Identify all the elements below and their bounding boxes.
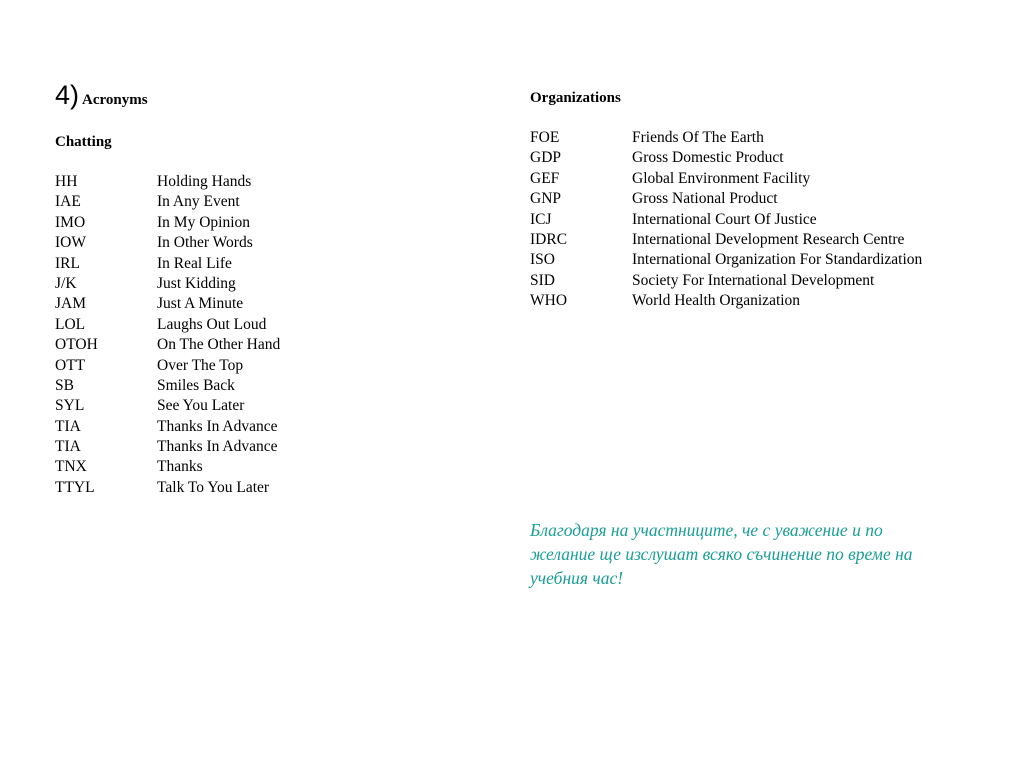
acronym-meaning: Talk To You Later <box>157 478 270 496</box>
acronym-abbr: TIA <box>55 438 81 456</box>
acronym-abbr: TIA <box>55 417 81 435</box>
acronym-abbr: HH <box>55 173 78 190</box>
acronym-meaning: Thanks In Advance <box>157 417 278 435</box>
acronym-abbr: OTOH <box>55 336 98 354</box>
acronym-abbr: IMO <box>55 213 86 231</box>
acronym-abbr: GDP <box>530 149 562 167</box>
acronym-meaning: On The Other Hand <box>157 336 281 354</box>
acronym-meaning: Laughs Out Loud <box>157 315 267 333</box>
acronym-abbr: TNX <box>55 458 87 476</box>
acronym-meaning: Gross National Product <box>632 190 778 208</box>
acronym-meaning: Thanks <box>157 458 203 476</box>
acronym-abbr: GEF <box>530 169 560 187</box>
acronym-meaning: Gross Domestic Product <box>632 149 784 167</box>
acronym-abbr: FOE <box>530 129 560 146</box>
organizations-title: Organizations <box>530 90 621 106</box>
acronym-meaning: International Organization For Standardization <box>632 251 923 269</box>
acronym-meaning: Friends Of The Earth <box>632 129 764 146</box>
section-title: Acronyms <box>82 92 148 108</box>
acronym-meaning: See You Later <box>157 397 245 415</box>
acronym-row <box>55 417 280 437</box>
acronym-abbr: ICJ <box>530 210 552 228</box>
acronym-abbr: IAE <box>55 193 81 211</box>
acronym-row <box>530 128 922 148</box>
acronym-row <box>55 213 280 233</box>
acronym-abbr: LOL <box>55 315 86 333</box>
chatting-list <box>55 172 280 498</box>
acronym-abbr: OTT <box>55 356 86 374</box>
acronym-meaning: World Health Organization <box>632 292 801 310</box>
acronym-abbr: IOW <box>55 234 86 252</box>
acronym-row <box>55 294 280 314</box>
acronym-meaning: Just A Minute <box>157 295 244 313</box>
acronym-meaning: Smiles Back <box>157 376 235 394</box>
acronym-abbr: SYL <box>55 397 85 415</box>
acronym-row <box>55 478 280 498</box>
acronym-abbr: SB <box>55 376 74 394</box>
acronym-meaning: Global Environment Facility <box>632 169 811 187</box>
acronym-abbr: IRL <box>55 254 80 272</box>
acronym-meaning: International Development Research Centre <box>632 230 905 248</box>
acronym-abbr: TTYL <box>55 478 95 496</box>
acronym-meaning: In Other Words <box>157 234 253 252</box>
acronym-abbr: SID <box>530 271 555 289</box>
acronym-abbr: J/K <box>55 274 77 292</box>
acronym-abbr: WHO <box>530 292 568 310</box>
acronym-meaning: Just Kidding <box>157 274 236 292</box>
acronym-row <box>55 437 280 457</box>
acronym-row <box>55 376 280 396</box>
section-number: 4) <box>55 80 80 110</box>
organizations-list <box>530 128 922 312</box>
acronym-row <box>55 233 280 253</box>
acronym-abbr: JAM <box>55 295 87 313</box>
acronym-row <box>530 250 922 270</box>
acronym-row <box>55 457 280 477</box>
acronym-meaning: International Court Of Justice <box>632 210 817 228</box>
acronym-row <box>530 210 922 230</box>
section-heading <box>55 78 148 112</box>
acronym-abbr: ISO <box>530 251 555 269</box>
acronym-row <box>55 172 280 192</box>
acronym-meaning: Society For International Development <box>632 271 875 289</box>
acronym-row <box>55 315 280 335</box>
acronym-row <box>55 254 280 274</box>
acronym-row <box>55 356 280 376</box>
acronym-row <box>530 169 922 189</box>
acronym-abbr: GNP <box>530 190 562 208</box>
closing-note: Благодаря на участниците, че с уважение и по желание ще изслушат всяко съчинение по време на учебния час! <box>530 520 913 588</box>
acronym-meaning: Thanks In Advance <box>157 438 278 456</box>
acronym-abbr: IDRC <box>530 230 568 248</box>
acronym-meaning: In My Opinion <box>157 213 250 231</box>
acronym-row <box>530 271 922 291</box>
acronym-meaning: In Any Event <box>157 193 240 211</box>
acronym-meaning: Over The Top <box>157 356 244 374</box>
acronym-row <box>55 396 280 416</box>
acronym-meaning: Holding Hands <box>157 173 252 190</box>
acronym-row <box>530 189 922 209</box>
acronym-row <box>530 148 922 168</box>
acronym-meaning: In Real Life <box>157 254 232 272</box>
acronym-row <box>55 192 280 212</box>
acronym-row <box>530 230 922 250</box>
chatting-title: Chatting <box>55 134 112 150</box>
acronym-row <box>55 274 280 294</box>
acronym-row <box>530 291 922 311</box>
acronym-row <box>55 335 280 355</box>
